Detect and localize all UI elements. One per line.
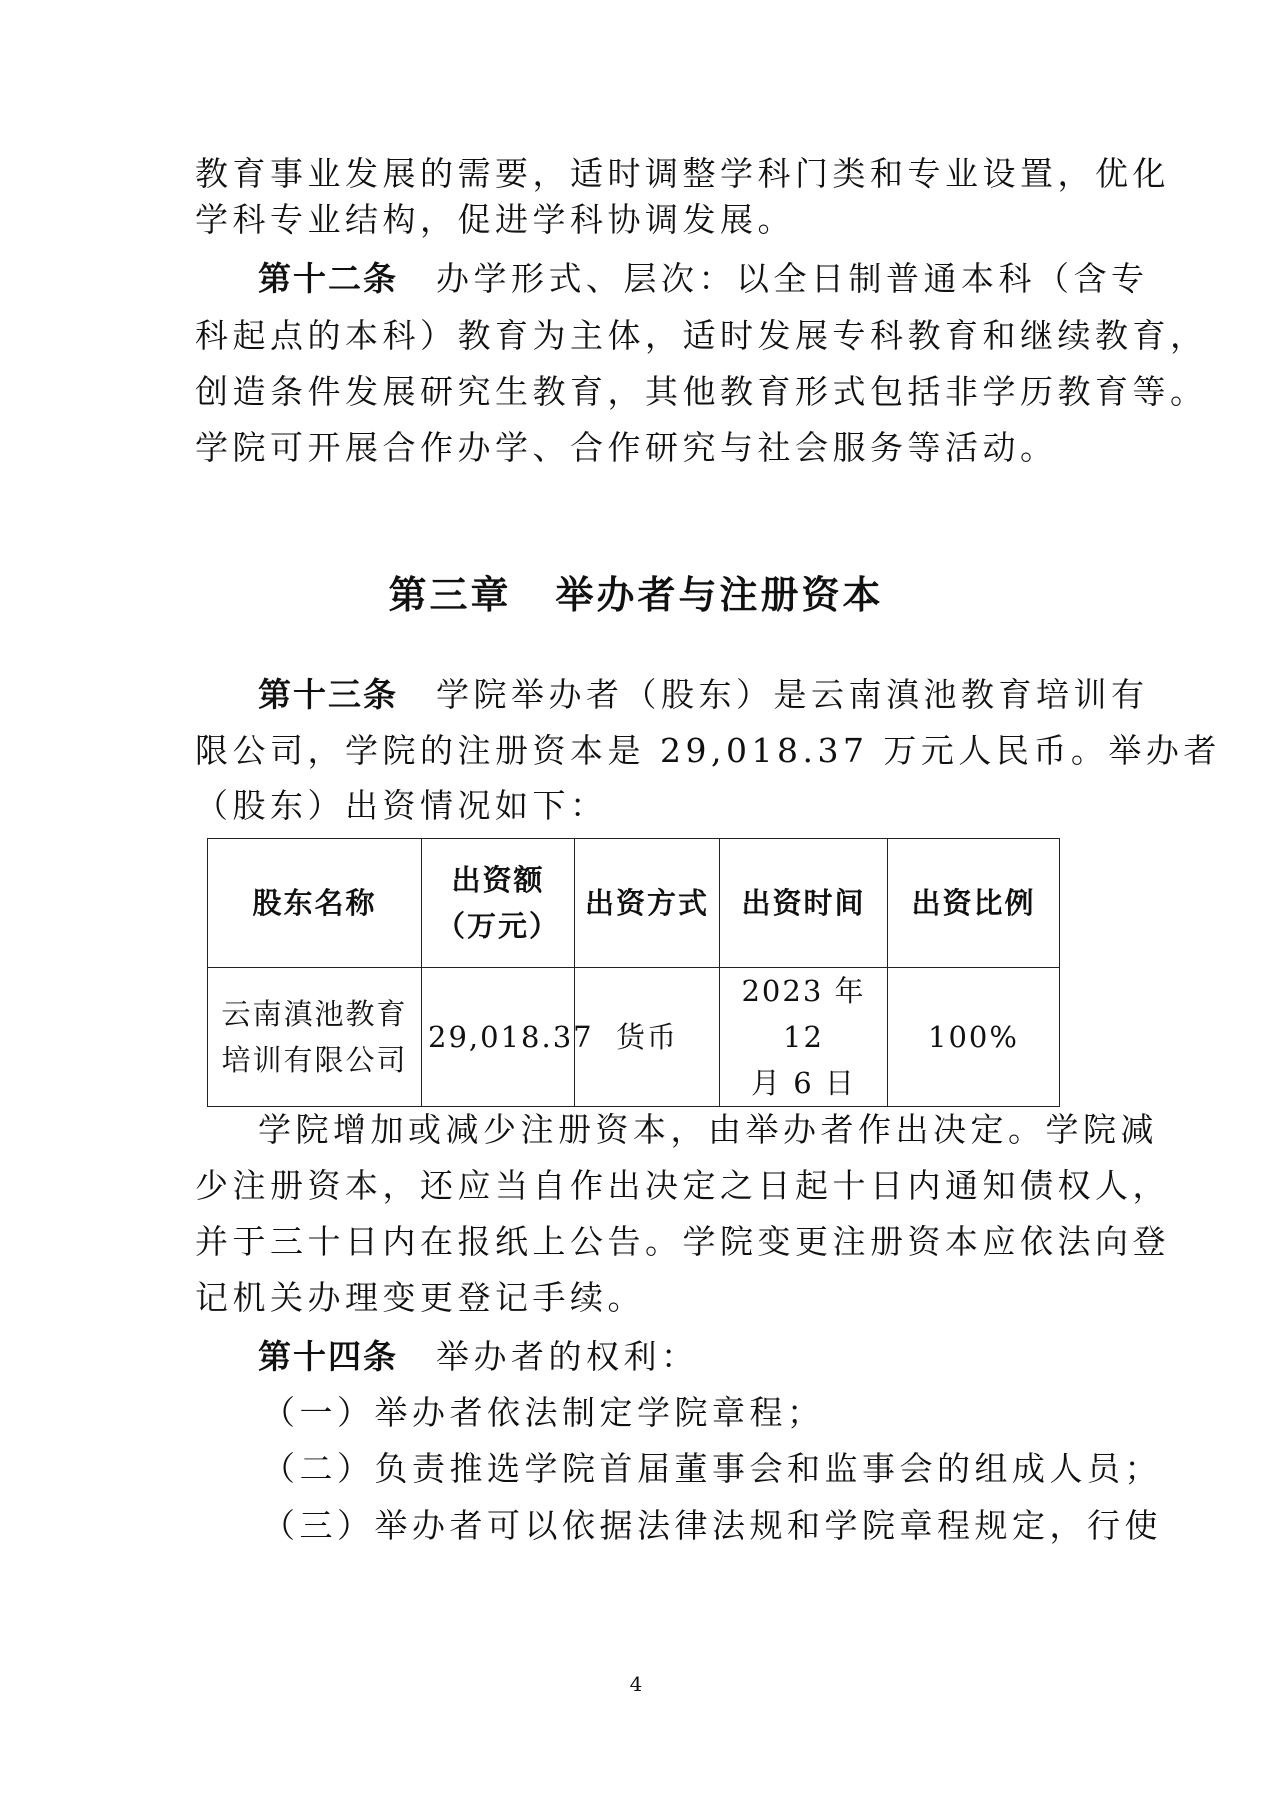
header-ratio: 出资比例 [888, 839, 1060, 968]
body-line: 少注册资本，还应当自作出决定之日起十日内通知债权人， [195, 1166, 1170, 1205]
cell-ratio: 100% [888, 968, 1060, 1107]
cell-amount: 29,018.37 [422, 968, 575, 1107]
article-12-heading: 第十二条 [258, 259, 398, 298]
cell-time [720, 968, 888, 1107]
article-13-text: 学院举办者（股东）是云南滇池教育培训有 [436, 675, 1149, 714]
article-14-text: 举办者的权利： [436, 1337, 699, 1376]
body-line: 记机关办理变更登记手续。 [195, 1278, 645, 1317]
header-shareholder-name: 股东名称 [208, 839, 422, 968]
article-12-text: 办学形式、层次：以全日制普通本科（含专 [436, 259, 1149, 298]
body-line: 学科专业结构，促进学科协调发展。 [195, 200, 795, 239]
header-time: 出资时间 [720, 839, 888, 968]
chapter-heading [0, 572, 1272, 618]
article-14-line [258, 1337, 699, 1377]
body-line: 科起点的本科）教育为主体，适时发展专科教育和继续教育， [195, 316, 1208, 355]
table-header-row [208, 839, 1060, 968]
article-13-heading: 第十三条 [258, 675, 398, 714]
cell-method: 货币 [575, 968, 720, 1107]
header-method: 出资方式 [575, 839, 720, 968]
shareholder-table [207, 838, 1060, 1107]
chapter-title: 举办者与注册资本 [555, 572, 884, 617]
cell-time-line2: 月 6 日 [751, 1066, 856, 1100]
article-12-line [258, 259, 1149, 299]
header-amount [422, 839, 575, 968]
list-item: （一）举办者依法制定学院章程； [262, 1393, 825, 1432]
body-line: 学院增加或减少注册资本，由举办者作出决定。学院减 [258, 1110, 1158, 1149]
cell-shareholder-name [208, 968, 422, 1107]
page-number: 4 [629, 1672, 643, 1696]
header-amount-line2: （万元） [435, 909, 560, 943]
cell-time-line1: 2023 年 12 [741, 974, 866, 1054]
body-line: 并于三十日内在报纸上公告。学院变更注册资本应依法向登 [195, 1222, 1170, 1261]
cell-name-line1: 云南滇池教育 [221, 997, 408, 1031]
cell-name-line2: 培训有限公司 [221, 1043, 408, 1077]
list-item: （二）负责推选学院首届董事会和监事会的组成人员； [262, 1449, 1162, 1488]
chapter-number: 第三章 [388, 572, 512, 617]
list-item: （三）举办者可以依据法律法规和学院章程规定，行使 [262, 1506, 1162, 1545]
header-amount-line1: 出资额 [451, 863, 545, 897]
body-line: 教育事业发展的需要，适时调整学科门类和专业设置，优化 [195, 154, 1170, 193]
body-line: 学院可开展合作办学、合作研究与社会服务等活动。 [195, 428, 1058, 467]
table-row [208, 968, 1060, 1107]
body-line: 创造条件发展研究生教育，其他教育形式包括非学历教育等。 [195, 372, 1208, 411]
article-14-heading: 第十四条 [258, 1337, 398, 1376]
article-13-line [258, 675, 1149, 715]
body-line: （股东）出资情况如下： [195, 786, 608, 825]
body-line: 限公司，学院的注册资本是 29,018.37 万元人民币。举办者 [195, 731, 1221, 770]
